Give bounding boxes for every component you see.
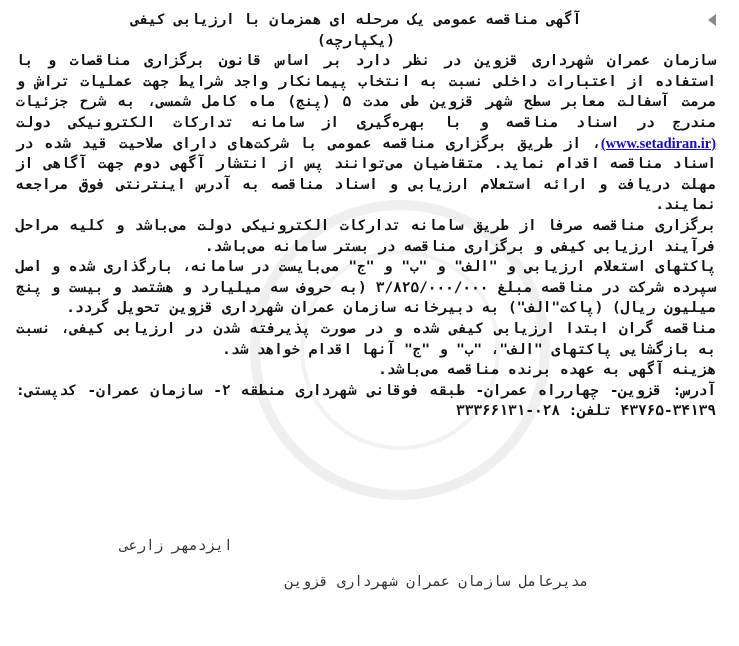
notice-paragraph-5: هزینه آگهی به عهده برنده مناقصه می‌باشد. bbox=[378, 362, 716, 379]
notice-paragraph-1-text: سازمان عمران شهرداری قزوین در نظر دارد بر اساس قانون برگزاری مناقصات و با استفاده از اعتبارات داخلی نسبت به انتخاب پیمانکار واجد شرایط جهت عملیات تراش و مرمت آسفالت معابر سطح شهر قزوین طی مدت ۵ (پنج) ماه کامل شمسی، به شرح جزئیات مندرج در اسناد مناقصه و با بهره‌گیری از سامانه تدارکات الکترونیکی دولت bbox=[16, 53, 716, 131]
tender-notice bbox=[16, 10, 716, 422]
notice-title-line1: آگهی مناقصه عمومی یک مرحله ای همزمان با ارزیابی کیفی bbox=[130, 12, 582, 28]
signature-position: مدیرعامل سازمان عمران شهرداری قزوین bbox=[285, 574, 589, 590]
notice-paragraph-4: مناقصه گران ابتدا ارزیابی کیفی شده و در صورت پذیرفته شدن در ارزیابی کیفی، نسبت به بازگشایی پاکتهای "الف"، "ب" و "ج" آنها اقدام خواهد شد. bbox=[16, 320, 716, 358]
notice-paragraph-1-rest: ، از طریق برگزاری مناقصه عمومی با شرکت‌های دارای صلاحیت قید شده در اسناد مناقصه اقدام نماید. متقاضیان می‌توانند پس از انتشار آگهی دوم جهت آگاهی از مهلت دریافت و ارائه استعلام ارزیابی و اسناد مناقصه به آدرس اینترنتی فوق مراجعه نمایند. bbox=[16, 135, 716, 214]
notice-paragraph-2: برگزاری مناقصه صرفا از طریق سامانه تدارکات الکترونیکی دولت می‌باشد و کلیه مراحل فرآیند ارزیابی کیفی و برگزاری مناقصه در بستر سامانه می‌باشد. bbox=[16, 217, 716, 255]
triangle-bullet-icon bbox=[708, 14, 716, 26]
notice-title-line2: (یکپارچه) bbox=[317, 32, 395, 49]
notice-address: آدرس: قزوین- چهارراه عمران- طبقه فوقانی شهرداری منطقه ۲- سازمان عمران- کدپستی: ۳۴۱۳۹-۴۳۷۶۵ تلفن: ۰۲۸-۳۳۳۶۶۱۳۱ bbox=[16, 382, 716, 420]
signature-name: ایزدمهر زارعی bbox=[120, 538, 233, 554]
setadiran-link[interactable]: (www.setadiran.ir) bbox=[600, 135, 716, 152]
notice-paragraph-3: پاکتهای استعلام ارزیابی و "الف" و "ب" و "ج" می‌بایست در سامانه، بارگذاری شده و اصل سپرده شرکت در مناقصه مبلغ ۳/۸۲۵/۰۰۰/۰۰۰ (به حروف سه میلیارد و هشتصد و بیست و پنج میلیون ریال) (پاکت"الف") به دبیرخانه سازمان عمران شهرداری قزوین تحویل گردد. bbox=[16, 259, 716, 317]
notice-title bbox=[16, 10, 716, 51]
notice-paragraph-1 bbox=[16, 51, 716, 216]
